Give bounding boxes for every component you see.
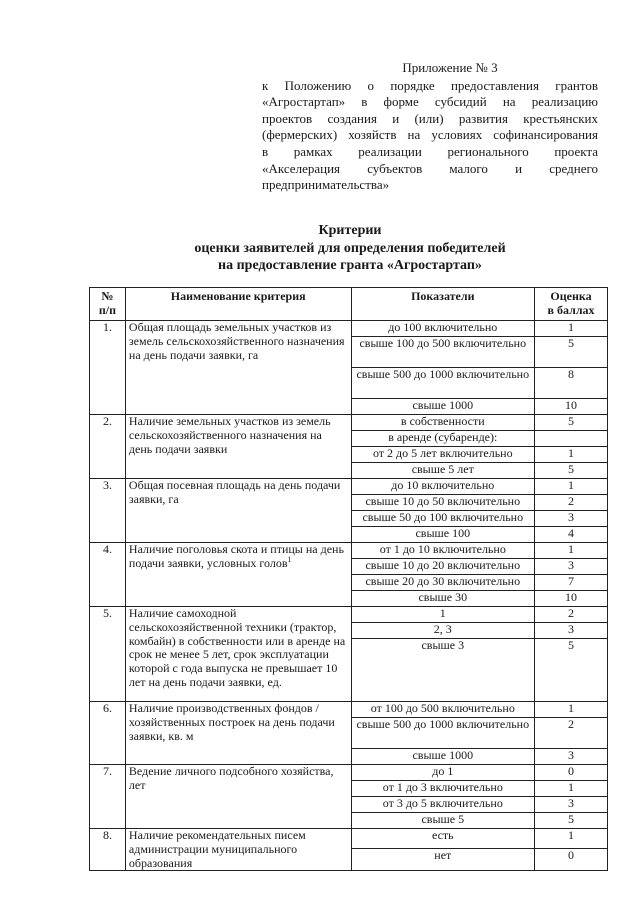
table-row [90,543,608,559]
appendix-line: (фермерских) хозяйств на условиях софинансирования [262,127,598,143]
score-cell: 5 [535,463,608,479]
criterion-name-text: Наличие земельных участков из земель сельскохозяйственного назначения на день подачи заявки [128,414,331,456]
score-cell: 1 [535,479,608,495]
criterion-name-text: Наличие поголовья скота и птицы на день подачи заявки, условных голов [128,542,344,570]
indicator-cell: от 1 до 3 включительно [351,781,535,797]
indicator-cell: есть [351,829,535,849]
appendix-line: проектов создания и (или) развития крестьянских [262,110,598,126]
indicator-cell: свыше 30 [351,591,535,607]
score-cell: 3 [535,797,608,813]
criterion-number: 4. [90,543,126,607]
indicator-cell: от 1 до 10 включительно [351,543,535,559]
indicator-cell: от 100 до 500 включительно [351,702,535,718]
score-cell: 0 [535,765,608,781]
indicator-cell: свыше 10 до 50 включительно [351,495,535,511]
indicator-cell: свыше 1000 [351,399,535,415]
appendix-line: «Акселерация субъектов малого и среднего [262,160,598,176]
indicator-cell: 2, 3 [351,623,535,639]
table-row [90,321,608,337]
indicator-cell: до 10 включительно [351,479,535,495]
criterion-name-text: Наличие рекомендательных писем администрации муниципального образования [128,828,306,870]
indicator-cell: свыше 3 [351,639,535,702]
score-cell: 3 [535,511,608,527]
criterion-name [125,765,351,829]
criteria-table [89,287,608,871]
title-line-2: оценки заявителей для определения победителей [194,240,506,256]
document-title [60,222,640,275]
score-cell: 7 [535,575,608,591]
table-row [90,702,608,718]
criterion-number: 3. [90,479,126,543]
appendix-number: Приложение № 3 [402,60,498,75]
indicator-cell: свыше 20 до 30 включительно [351,575,535,591]
table-row [90,415,608,431]
criterion-name [125,607,351,702]
appendix-line: к Положению о порядке предоставления грантов [262,77,598,93]
score-cell: 2 [535,607,608,623]
header-score [535,288,608,321]
score-cell: 1 [535,543,608,559]
header-indicators-text: Показатели [411,289,475,303]
header-name [125,288,351,321]
indicator-cell: свыше 1000 [351,749,535,765]
score-cell: 8 [535,368,608,399]
footnote-marker: 1 [287,554,292,564]
appendix-line: «Агростартап» в форме субсидий на реализацию [262,94,598,110]
header-num [90,288,126,321]
score-cell: 5 [535,639,608,702]
indicator-cell: 1 [351,607,535,623]
score-cell: 1 [535,829,608,849]
appendix-text [262,78,598,194]
score-cell: 5 [535,813,608,829]
score-cell: 0 [535,848,608,870]
table-row [90,829,608,849]
table-row [90,479,608,495]
criterion-name [125,829,351,871]
criterion-number: 1. [90,321,126,415]
title-line-3: на предоставление гранта «Агростартап» [218,258,482,273]
score-cell: 10 [535,399,608,415]
criterion-name [125,479,351,543]
score-cell: 1 [535,447,608,463]
table-row [90,607,608,623]
criterion-number: 5. [90,607,126,702]
indicator-cell: свыше 5 [351,813,535,829]
appendix-line: предпринимательства» [262,177,390,193]
criterion-name [125,543,351,607]
criterion-number: 8. [90,829,126,871]
indicator-cell: свыше 100 [351,527,535,543]
title-line-1: Критерии [318,223,382,238]
indicator-cell: свыше 50 до 100 включительно [351,511,535,527]
criterion-name-text: Общая площадь земельных участков из земель сельскохозяйственного назначения на день подачи заявки, га [128,320,345,362]
score-cell: 10 [535,591,608,607]
indicator-cell: свыше 100 до 500 включительно [351,337,535,368]
score-cell: 5 [535,337,608,368]
score-cell: 3 [535,749,608,765]
score-cell [535,431,608,447]
criterion-number: 7. [90,765,126,829]
criteria-body [90,321,608,871]
criterion-name-text: Ведение личного подсобного хозяйства, лет [128,764,334,792]
criterion-number: 6. [90,702,126,765]
score-cell: 3 [535,559,608,575]
indicator-cell: нет [351,848,535,870]
indicator-cell: до 100 включительно [351,321,535,337]
criterion-name [125,702,351,765]
table-row [90,765,608,781]
criterion-name-text: Наличие самоходной сельскохозяйственной техники (трактор, комбайн) в собственности или в аренде на срок не менее 5 лет, срок эксплуатации которой с года выпуска не превышает 10 лет на день подачи заявки, ед. [128,606,346,689]
criterion-name [125,415,351,479]
score-cell: 3 [535,623,608,639]
score-cell: 2 [535,495,608,511]
score-cell: 1 [535,781,608,797]
indicator-cell: свыше 10 до 20 включительно [351,559,535,575]
score-cell: 5 [535,415,608,431]
header-num-text: № п/п [98,289,117,317]
score-cell: 4 [535,527,608,543]
indicator-cell: свыше 500 до 1000 включительно [351,368,535,399]
indicator-cell: в собственности [351,415,535,431]
criterion-number: 2. [90,415,126,479]
header-score-text: Оценка в баллах [547,289,595,317]
indicator-cell: от 3 до 5 включительно [351,797,535,813]
indicator-cell: свыше 5 лет [351,463,535,479]
indicator-cell: в аренде (субаренде): [351,431,535,447]
criterion-name-text: Наличие производственных фондов / хозяйственных построек на день подачи заявки, кв. м [128,701,335,743]
indicator-cell: свыше 500 до 1000 включительно [351,718,535,749]
indicator-cell: от 2 до 5 лет включительно [351,447,535,463]
indicator-cell: до 1 [351,765,535,781]
table-header-row [90,288,608,321]
appendix-block [262,60,598,194]
header-name-text: Наименование критерия [170,289,306,303]
appendix-line: в рамках реализации регионального проекта [262,143,598,159]
header-indicators [351,288,535,321]
score-cell: 1 [535,321,608,337]
criterion-name [125,321,351,415]
criterion-name-text: Общая посевная площадь на день подачи заявки, га [128,478,341,506]
score-cell: 1 [535,702,608,718]
score-cell: 2 [535,718,608,749]
